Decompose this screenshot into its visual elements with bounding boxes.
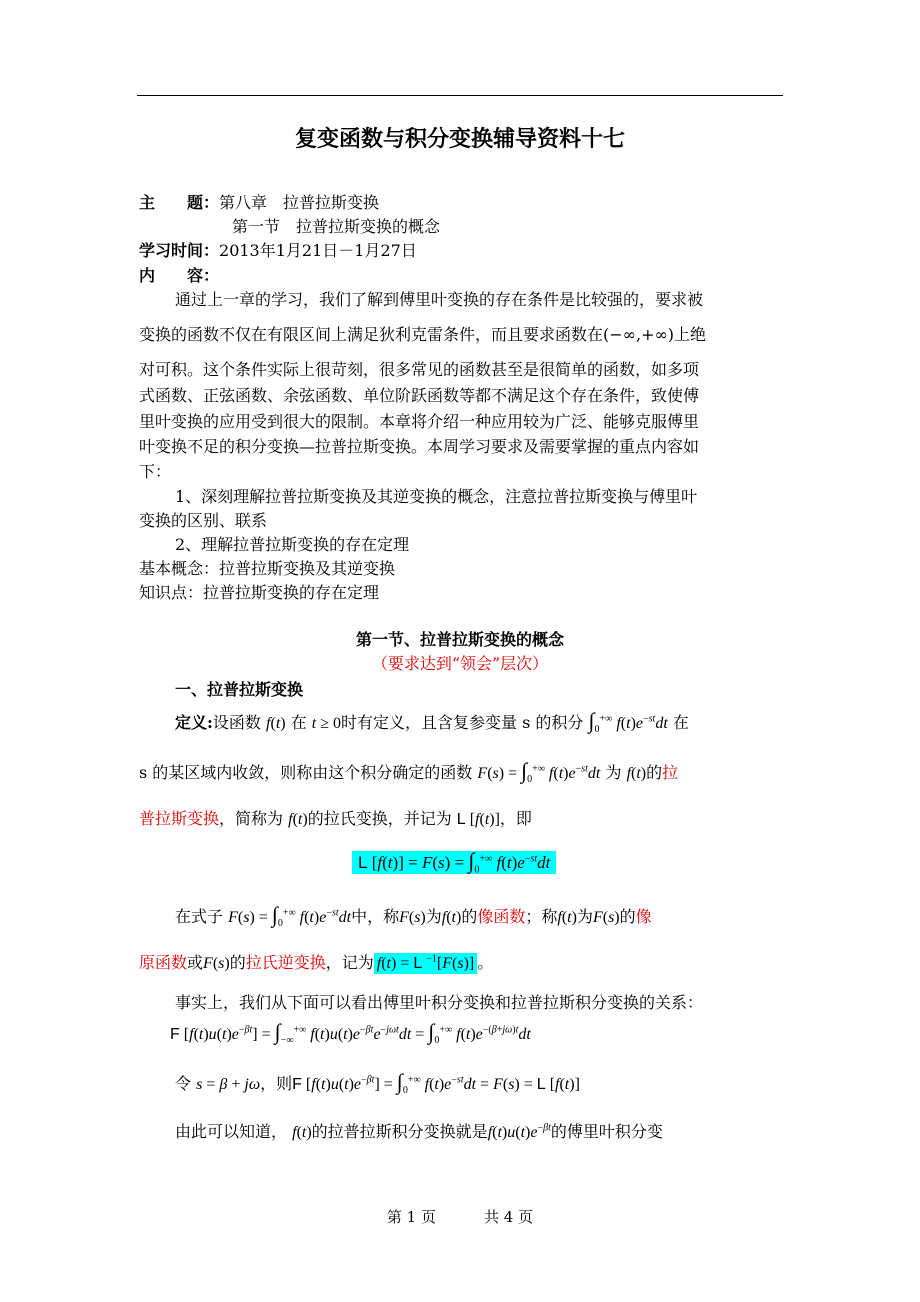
text: 为 bbox=[576, 907, 593, 926]
let-line bbox=[175, 1069, 580, 1096]
formula-ft: f(t) bbox=[441, 909, 462, 926]
text: 在式子 bbox=[175, 907, 224, 926]
text: 为 bbox=[605, 763, 622, 782]
formula-inverse-laplace: f(t) = L $^{-1}$[F(s)] bbox=[374, 953, 477, 974]
definition-label: 定义: bbox=[175, 713, 213, 732]
page-number: 第 1 页 bbox=[386, 1208, 436, 1226]
after-line-2 bbox=[139, 950, 493, 973]
text: ，记为 bbox=[325, 953, 374, 972]
content-row bbox=[139, 263, 219, 286]
text: 。 bbox=[477, 953, 494, 972]
page-footer bbox=[0, 1206, 920, 1227]
formula-ft: f(t) bbox=[292, 1124, 312, 1141]
intro-line-6: 叶变换不足的积分变换—拉普拉斯变换。本周学习要求及需要掌握的重点内容如 bbox=[139, 437, 700, 456]
formula-laplace-transform: L $[f(t)] = F(s) = \int_0^{+\infty}$ $f(t)e^{-st}dt$ bbox=[352, 851, 556, 874]
time-row bbox=[139, 238, 417, 261]
conclusion-line bbox=[175, 1119, 663, 1142]
intro-line-4: 式函数、正弦函数、余弦函数、单位阶跃函数等都不满足这个存在条件，致使傅 bbox=[139, 386, 700, 405]
text: ，即 bbox=[499, 809, 532, 828]
formula-Fs-def: $F(s) = \int_0^{+\infty}$ $f(t)e^{-st}dt$ bbox=[228, 902, 352, 930]
term-laplace-part2: 普拉斯变换 bbox=[139, 809, 220, 828]
text: 的 bbox=[646, 763, 663, 782]
text: 或 bbox=[187, 953, 204, 972]
text: 的 bbox=[461, 907, 478, 926]
term-laplace-part1: 拉 bbox=[662, 763, 679, 782]
formula-ftut-exp: $f(t)u(t)e^{-\beta t}$ bbox=[487, 1122, 551, 1141]
section-title: 第一节、拉普拉斯变换的概念 bbox=[355, 630, 564, 649]
text: ；称 bbox=[525, 907, 558, 926]
total-pages: 共 4 页 bbox=[484, 1208, 534, 1226]
intro-line-2: 变换的函数不仅在有限区间上满足狄利克雷条件，而且要求函数在(−∞,+∞)上绝 bbox=[139, 325, 707, 344]
time-label: 学习时间： bbox=[139, 241, 220, 260]
requirement-1b: 变换的区别、联系 bbox=[139, 511, 268, 530]
document-title: 复变函数与积分变换辅导资料十七 bbox=[294, 126, 625, 152]
text: s 的某区域内收敛，则称由这个积分确定的函数 bbox=[139, 763, 473, 782]
basic-concept: 基本概念：拉普拉斯变换及其逆变换 bbox=[139, 559, 396, 578]
text: 时有定义，且含复参变量 s 的积分 bbox=[341, 713, 584, 732]
topic-row bbox=[139, 190, 379, 213]
header-rule bbox=[137, 95, 783, 96]
formula-s-def: s = β + jω bbox=[196, 1076, 261, 1093]
formula-Fs: F(s) bbox=[203, 955, 230, 972]
text: ，则 bbox=[260, 1074, 293, 1093]
after-line-1 bbox=[175, 902, 652, 929]
topic-section: 第一节 拉普拉斯变换的概念 bbox=[232, 217, 441, 236]
formula-t-ge-0: t ≥ 0 bbox=[311, 715, 342, 732]
formula-Fs: F(s) bbox=[399, 909, 426, 926]
text: 的拉普拉斯积分变换就是 bbox=[311, 1122, 488, 1141]
text: 为 bbox=[425, 907, 442, 926]
definition-line-3 bbox=[139, 806, 532, 829]
section-requirement: （要求达到“领会”层次） bbox=[371, 654, 549, 673]
intro-line-3: 对可积。这个条件实际上很苛刻，很多常见的函数甚至是很简单的函数，如多项 bbox=[139, 360, 700, 379]
requirement-1a: 1、深刻理解拉普拉斯变换及其逆变换的概念，注意拉普拉斯变换与傅里叶 bbox=[175, 487, 698, 506]
formula-ft: f(t) bbox=[626, 765, 647, 782]
text: 的拉氏变换，并记为 bbox=[307, 809, 452, 828]
topic-chapter: 第八章 拉普拉斯变换 bbox=[219, 193, 380, 212]
relation-line: 事实上，我们从下面可以看出傅里叶积分变换和拉普拉斯积分变换的关系： bbox=[175, 993, 704, 1012]
text: 的 bbox=[229, 953, 246, 972]
term-inverse-laplace: 拉氏逆变换 bbox=[245, 953, 326, 972]
content-label: 内 容： bbox=[139, 266, 220, 285]
text: 在 bbox=[290, 713, 307, 732]
knowledge-point: 知识点：拉普拉斯变换的存在定理 bbox=[139, 583, 380, 602]
text: ，简称为 bbox=[219, 809, 284, 828]
text: 的傅里叶积分变 bbox=[550, 1122, 663, 1141]
intro-line-5: 里叶变换的应用受到很大的限制。本章将介绍一种应用较为广泛、能够克服傅里 bbox=[139, 412, 700, 431]
text: 设函数 bbox=[212, 713, 261, 732]
formula-Fs-def: $F(s) = \int_0^{+\infty}$ $f(t)e^{-st}dt$ bbox=[477, 758, 601, 786]
formula-ft: f(t) bbox=[557, 909, 577, 926]
text: 在 bbox=[672, 713, 689, 732]
formula-Fs: F(s) bbox=[592, 909, 620, 926]
intro-line-1: 通过上一章的学习，我们了解到傅里叶变换的存在条件是比较强的，要求被 bbox=[175, 290, 704, 309]
definition-line-1 bbox=[175, 708, 689, 735]
formula-L-ft: L [f(t)] bbox=[456, 811, 500, 828]
requirement-2: 2、理解拉普拉斯变换的存在定理 bbox=[175, 535, 410, 554]
topic-label: 主 题： bbox=[139, 193, 220, 212]
formula-ft: f(t) bbox=[288, 811, 308, 828]
display-formula bbox=[352, 848, 556, 875]
term-image-function: 像函数 bbox=[477, 907, 526, 926]
subsection-title: 一、拉普拉斯变换 bbox=[175, 680, 304, 699]
text: 由此可以知道， bbox=[175, 1122, 288, 1141]
definition-line-2 bbox=[139, 758, 678, 785]
formula-ft: f(t) bbox=[266, 715, 286, 732]
term-original-part2: 原函数 bbox=[139, 953, 188, 972]
term-original-part1: 像 bbox=[635, 907, 652, 926]
text: 中，称 bbox=[351, 907, 400, 926]
formula-fourier-relation: F $[f(t)u(t)e^{-\beta t}] = \int_{-\infty}^{+\infty}$ $f(t)u(t)e^{-\beta t}e^{-j\omega t}dt = \int_0^{+\infty}$ $f(t)e^{-(\beta+j\omega)t}dt$ bbox=[170, 1019, 531, 1047]
text: 的 bbox=[619, 907, 636, 926]
time-value: 2013年1月21日－1月27日 bbox=[219, 241, 417, 260]
intro-line-7: 下： bbox=[139, 462, 172, 481]
formula-laplace-integral: $\int_0^{+\infty}$ $f(t)e^{-st}dt$ bbox=[588, 708, 668, 736]
text: 令 bbox=[175, 1074, 192, 1093]
formula-fourier-laplace: F $[f(t)u(t)e^{-\beta t}] = \int_0^{+\infty}$ $f(t)e^{-st}dt = F(s) = L$ [f(t)] bbox=[292, 1069, 580, 1097]
